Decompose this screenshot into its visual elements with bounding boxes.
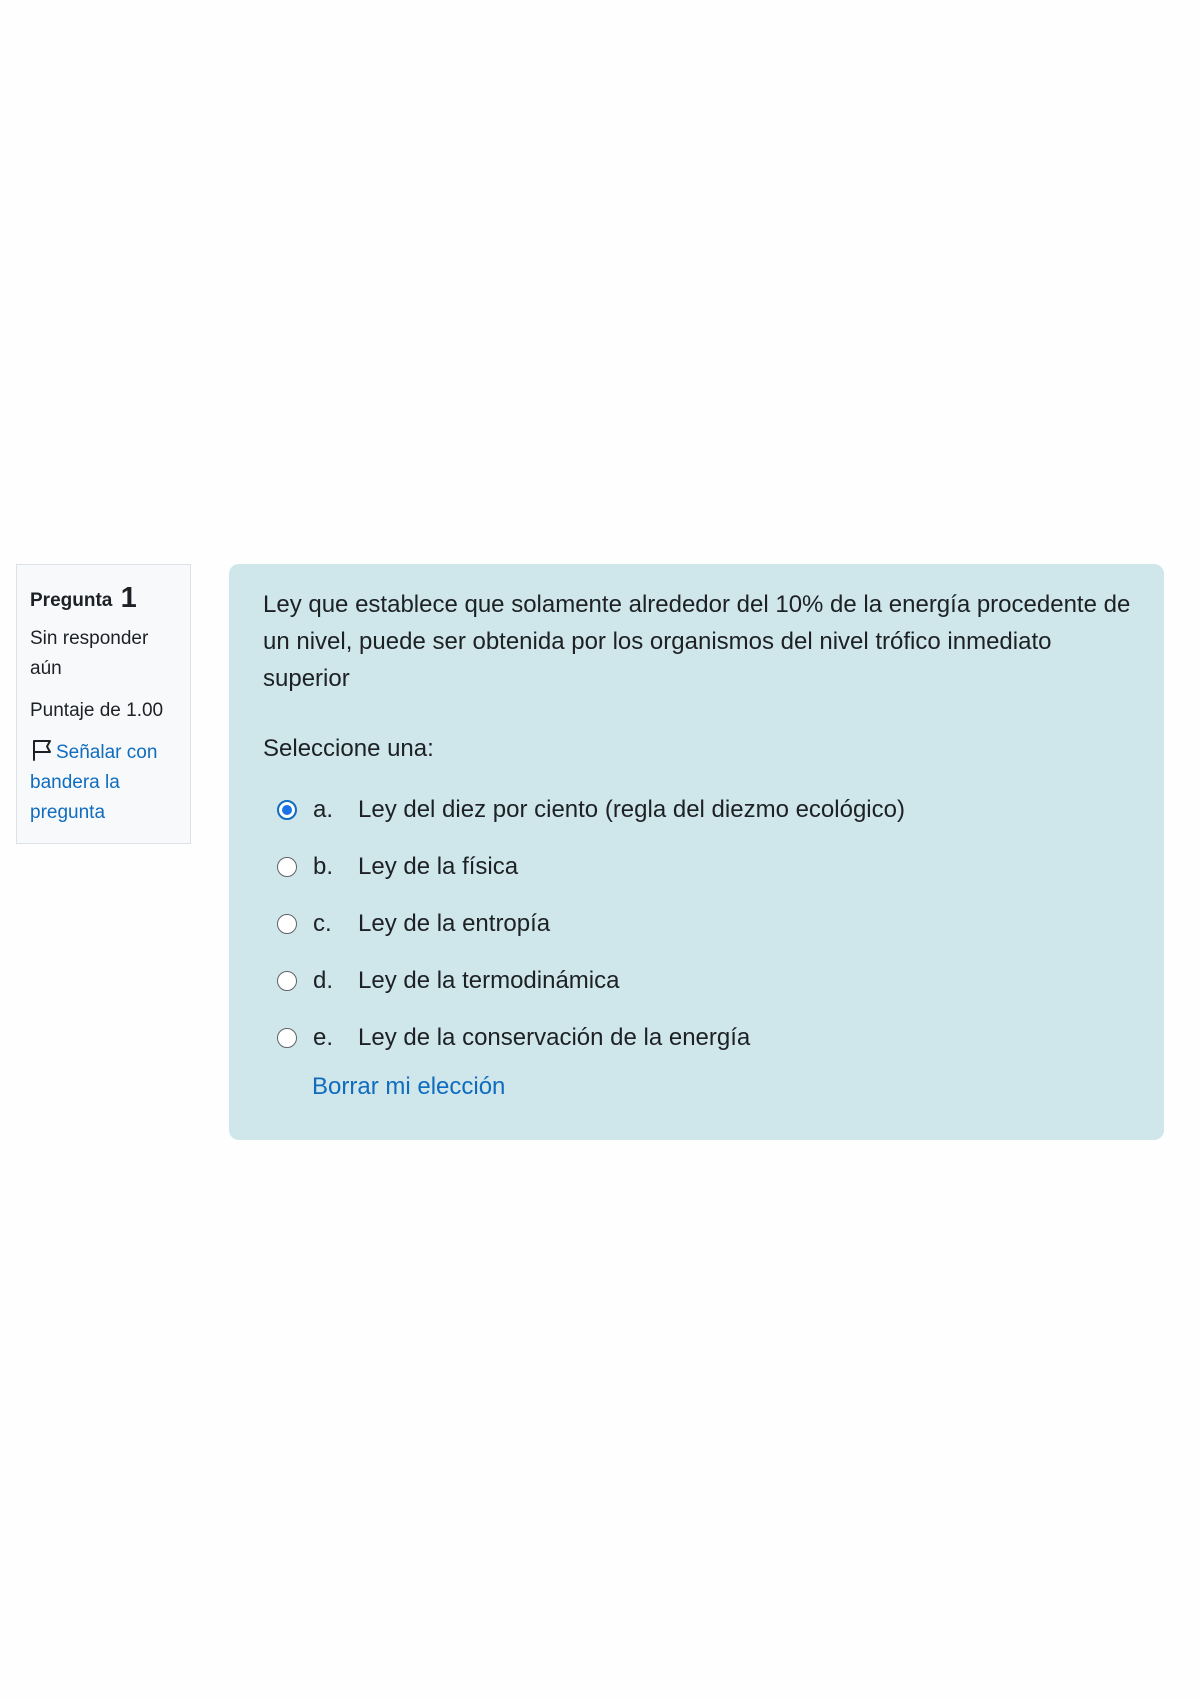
answer-letter: b. <box>313 852 334 880</box>
flag-question-label[interactable]: Señalar con bandera la pregunta <box>30 742 158 823</box>
answer-prompt: Seleccione una: <box>263 735 434 762</box>
answer-radio-c[interactable] <box>277 914 297 934</box>
flag-icon <box>30 738 54 762</box>
clear-choice-link[interactable]: Borrar mi elección <box>312 1073 506 1100</box>
answer-radio-d[interactable] <box>277 971 297 991</box>
answer-radio-a[interactable] <box>277 800 297 820</box>
flag-question-link[interactable] <box>30 738 178 828</box>
answer-letter: a. <box>313 795 334 823</box>
answer-label[interactable]: Ley de la entropía <box>358 909 551 937</box>
answer-label[interactable]: Ley de la física <box>358 852 519 880</box>
answer-option-d[interactable] <box>263 952 1134 1009</box>
answer-option-e[interactable] <box>263 1009 1134 1066</box>
answer-option-b[interactable] <box>263 838 1134 895</box>
answer-letter: d. <box>313 966 334 994</box>
answer-letter: e. <box>313 1023 334 1051</box>
question-state: Sin responder aún <box>30 628 149 679</box>
answer-label[interactable]: Ley de la termodinámica <box>358 966 620 994</box>
question-text: Ley que establece que solamente alrededor del 10% de la energía procedente de un nivel, puede ser obtenida por los organismos del nivel trófico inmediato superior <box>263 591 1131 692</box>
question-grade: Puntaje de 1.00 <box>30 700 164 721</box>
question-label: Pregunta <box>30 590 113 611</box>
question-number-value: 1 <box>120 582 137 614</box>
answer-option-c[interactable] <box>263 895 1134 952</box>
answer-letter: c. <box>313 909 332 937</box>
answer-radio-b[interactable] <box>277 857 297 877</box>
answer-list <box>263 781 1134 1066</box>
answer-radio-e[interactable] <box>277 1028 297 1048</box>
question-info-panel <box>16 564 191 844</box>
answer-label[interactable]: Ley del diez por ciento (regla del diezmo ecológico) <box>358 795 905 823</box>
question-number <box>30 583 178 616</box>
answer-label[interactable]: Ley de la conservación de la energía <box>358 1023 751 1051</box>
question-content <box>229 564 1164 1140</box>
answer-option-a[interactable] <box>263 781 1134 838</box>
